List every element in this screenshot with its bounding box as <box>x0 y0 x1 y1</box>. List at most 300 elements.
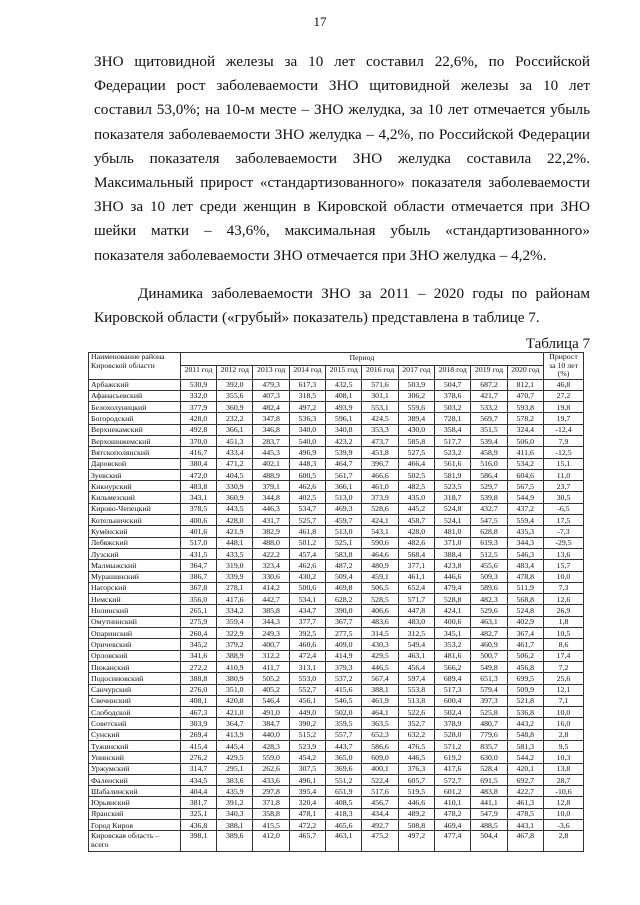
value-cell: 428,0 <box>217 515 253 526</box>
value-cell: 446,6 <box>398 797 434 808</box>
value-cell: 421,9 <box>217 526 253 537</box>
growth-cell: -6,5 <box>543 503 583 514</box>
growth-cell: 28,7 <box>543 774 583 785</box>
value-cell: 351,0 <box>217 684 253 695</box>
district-name-cell: Советский <box>89 718 181 729</box>
district-name-cell: Богородский <box>89 413 181 424</box>
district-name-cell: Слободской <box>89 707 181 718</box>
value-cell: 628,2 <box>326 594 362 605</box>
value-cell: 478,1 <box>289 808 325 819</box>
value-cell: 571,6 <box>362 379 398 390</box>
value-cell: 455,6 <box>471 560 507 571</box>
value-cell: 522,6 <box>398 707 434 718</box>
value-cell: 590,6 <box>362 537 398 548</box>
value-cell: 557,7 <box>326 729 362 740</box>
value-cell: 320,4 <box>289 797 325 808</box>
value-cell: 459,7 <box>326 515 362 526</box>
header-year: 2016 год <box>362 366 398 379</box>
district-name-cell: Верхнекамский <box>89 424 181 435</box>
value-cell: 632,2 <box>398 729 434 740</box>
value-cell: 277,5 <box>326 628 362 639</box>
value-cell: 692,7 <box>507 774 543 785</box>
growth-cell: 1,8 <box>543 616 583 627</box>
value-cell: 483,8 <box>471 786 507 797</box>
value-cell: 630,0 <box>471 752 507 763</box>
value-cell: 465,6 <box>326 820 362 831</box>
value-cell: 283,7 <box>253 435 289 446</box>
district-name-cell: Кировская область – всего <box>89 831 181 852</box>
value-cell: 480,7 <box>471 718 507 729</box>
table-row <box>89 571 584 582</box>
value-cell: 366,1 <box>217 424 253 435</box>
district-name-cell: Малмыжский <box>89 560 181 571</box>
value-cell: 443,2 <box>507 718 543 729</box>
value-cell: 568,4 <box>398 548 434 559</box>
value-cell: 345,2 <box>180 639 216 650</box>
value-cell: 340,0 <box>289 424 325 435</box>
value-cell: 390,0 <box>326 605 362 616</box>
value-cell: 483,0 <box>398 616 434 627</box>
growth-cell: 15,7 <box>543 560 583 571</box>
value-cell: 549,4 <box>398 639 434 650</box>
value-cell: 481,0 <box>435 526 471 537</box>
growth-cell: 25,6 <box>543 673 583 684</box>
value-cell: 479,4 <box>435 582 471 593</box>
value-cell: 487,2 <box>326 560 362 571</box>
value-cell: 497,2 <box>398 831 434 852</box>
value-cell: 508,8 <box>398 820 434 831</box>
value-cell: 512,5 <box>471 548 507 559</box>
value-cell: 434,5 <box>180 774 216 785</box>
value-cell: 543,1 <box>362 526 398 537</box>
value-cell: 596,1 <box>326 413 362 424</box>
table-row <box>89 684 584 695</box>
growth-cell: 7,1 <box>543 695 583 706</box>
value-cell: 586,6 <box>362 741 398 752</box>
value-cell: 405,2 <box>253 684 289 695</box>
district-name-cell: Кикнурский <box>89 481 181 492</box>
value-cell: 544,9 <box>507 492 543 503</box>
header-district: Наименование района Кировской области <box>89 353 181 380</box>
paragraph-text: Динамика заболеваемости ЗНО за 2011 – 2020 годы по районам Кировской области («грубый» показатель) представлена в таблице 7. <box>94 285 590 327</box>
value-cell: 689,4 <box>435 673 471 684</box>
value-cell: 421,0 <box>217 707 253 718</box>
value-cell: 430,3 <box>362 639 398 650</box>
value-cell: 835,7 <box>471 741 507 752</box>
value-cell: 537,2 <box>326 673 362 684</box>
value-cell: 569,7 <box>471 413 507 424</box>
value-cell: 458,7 <box>398 515 434 526</box>
growth-cell: 7,3 <box>543 582 583 593</box>
table-row <box>89 390 584 401</box>
value-cell: 581,3 <box>507 741 543 752</box>
value-cell: 359,4 <box>217 616 253 627</box>
value-cell: 448,3 <box>289 458 325 469</box>
value-cell: 325,1 <box>180 808 216 819</box>
growth-cell: 8,6 <box>543 639 583 650</box>
value-cell: 539,4 <box>471 435 507 446</box>
table-row <box>89 673 584 684</box>
growth-cell: 7,9 <box>543 435 583 446</box>
value-cell: 523,9 <box>289 741 325 752</box>
value-cell: 469,8 <box>326 582 362 593</box>
district-name-cell: Подосиновский <box>89 673 181 684</box>
value-cell: 334,2 <box>217 605 253 616</box>
value-cell: 451,8 <box>362 447 398 458</box>
growth-cell: -12,4 <box>543 424 583 435</box>
value-cell: 492,8 <box>180 424 216 435</box>
value-cell: 534,1 <box>289 594 325 605</box>
value-cell: 272,2 <box>180 661 216 672</box>
value-cell: 489,2 <box>398 808 434 819</box>
district-name-cell: Кирово-Чепецкий <box>89 503 181 514</box>
header-year: 2014 год <box>289 366 325 379</box>
growth-cell: 46,8 <box>543 379 583 390</box>
growth-cell: -29,5 <box>543 537 583 548</box>
paragraph-intro <box>94 50 590 268</box>
district-name-cell: Фаленский <box>89 774 181 785</box>
district-name-cell: Пижанский <box>89 661 181 672</box>
value-cell: 449,0 <box>289 707 325 718</box>
table-row <box>89 695 584 706</box>
value-cell: 561,6 <box>435 458 471 469</box>
value-cell: 496,9 <box>289 447 325 458</box>
table-row <box>89 435 584 446</box>
value-cell: 521,8 <box>507 695 543 706</box>
value-cell: 522,4 <box>362 774 398 785</box>
value-cell: 502,0 <box>326 707 362 718</box>
value-cell: 440,0 <box>253 729 289 740</box>
value-cell: 617,3 <box>289 379 325 390</box>
value-cell: 351,5 <box>471 424 507 435</box>
value-cell: 551,2 <box>326 774 362 785</box>
value-cell: 400,6 <box>180 515 216 526</box>
value-cell: 443,7 <box>326 741 362 752</box>
value-cell: 352,7 <box>398 718 434 729</box>
header-year: 2020 год <box>507 366 543 379</box>
value-cell: 504,7 <box>435 379 471 390</box>
value-cell: 559,6 <box>398 402 434 413</box>
value-cell: 395,4 <box>289 786 325 797</box>
value-cell: 314,5 <box>362 628 398 639</box>
value-cell: 699,5 <box>507 673 543 684</box>
value-cell: 525,1 <box>326 537 362 548</box>
value-cell: 472,0 <box>180 469 216 480</box>
value-cell: 516,0 <box>471 458 507 469</box>
value-cell: 546,3 <box>507 548 543 559</box>
table-row <box>89 741 584 752</box>
value-cell: 779,6 <box>471 729 507 740</box>
value-cell: 410,1 <box>435 797 471 808</box>
value-cell: 482,3 <box>471 594 507 605</box>
growth-cell: 26,9 <box>543 605 583 616</box>
value-cell: 464,7 <box>326 458 362 469</box>
table-row <box>89 481 584 492</box>
value-cell: 340,8 <box>326 424 362 435</box>
value-cell: 513,8 <box>398 695 434 706</box>
value-cell: 463,1 <box>398 650 434 661</box>
value-cell: 408,5 <box>326 797 362 808</box>
district-name-cell: Сунский <box>89 729 181 740</box>
value-cell: 571,2 <box>435 741 471 752</box>
table-row <box>89 831 584 852</box>
value-cell: 249,3 <box>253 628 289 639</box>
header-year: 2015 год <box>326 366 362 379</box>
value-cell: 377,1 <box>398 560 434 571</box>
value-cell: 586,4 <box>471 469 507 480</box>
value-cell: 377,7 <box>289 616 325 627</box>
value-cell: 275,9 <box>180 616 216 627</box>
value-cell: 476,5 <box>398 741 434 752</box>
value-cell: 539,9 <box>326 447 362 458</box>
value-cell: 529,7 <box>471 481 507 492</box>
value-cell: 411,7 <box>253 661 289 672</box>
value-cell: 415,4 <box>180 741 216 752</box>
table-row <box>89 729 584 740</box>
district-name-cell: Унинский <box>89 752 181 763</box>
table-row <box>89 752 584 763</box>
value-cell: 479,3 <box>253 379 289 390</box>
value-cell: 424,1 <box>362 515 398 526</box>
value-cell: 295,1 <box>217 763 253 774</box>
value-cell: 378,5 <box>180 503 216 514</box>
value-cell: 384,7 <box>253 718 289 729</box>
value-cell: 397,3 <box>471 695 507 706</box>
value-cell: 367,7 <box>326 616 362 627</box>
value-cell: 517,7 <box>435 435 471 446</box>
table-row <box>89 718 584 729</box>
value-cell: 265,1 <box>180 605 216 616</box>
table-row <box>89 548 584 559</box>
value-cell: 417,6 <box>217 594 253 605</box>
value-cell: 322,9 <box>217 628 253 639</box>
value-cell: 380,4 <box>180 458 216 469</box>
value-cell: 515,2 <box>289 729 325 740</box>
growth-cell: 13,6 <box>543 548 583 559</box>
value-cell: 408,1 <box>326 390 362 401</box>
value-cell: 506,2 <box>507 650 543 661</box>
value-cell: 278,1 <box>217 582 253 593</box>
value-cell: 276,0 <box>180 684 216 695</box>
value-cell: 345,1 <box>435 628 471 639</box>
district-name-cell: Зуевский <box>89 469 181 480</box>
value-cell: 478,5 <box>507 808 543 819</box>
value-cell: 691,5 <box>471 774 507 785</box>
district-name-cell: Вятскополянский <box>89 447 181 458</box>
district-name-cell: Яранский <box>89 808 181 819</box>
value-cell: 314,7 <box>180 763 216 774</box>
table-row <box>89 808 584 819</box>
value-cell: 431,5 <box>180 548 216 559</box>
value-cell: 388,8 <box>180 673 216 684</box>
value-cell: 381,7 <box>180 797 216 808</box>
table-row <box>89 797 584 808</box>
value-cell: 578,2 <box>507 413 543 424</box>
value-cell: 464,1 <box>362 707 398 718</box>
value-cell: 232,2 <box>217 413 253 424</box>
district-name-cell: Орловский <box>89 650 181 661</box>
value-cell: 482,6 <box>398 537 434 548</box>
growth-cell: 10,0 <box>543 707 583 718</box>
value-cell: 619,2 <box>435 752 471 763</box>
value-cell: 483,4 <box>507 560 543 571</box>
value-cell: 406,6 <box>362 605 398 616</box>
table-row <box>89 492 584 503</box>
value-cell: 367,4 <box>507 628 543 639</box>
value-cell: 441,1 <box>471 797 507 808</box>
value-cell: 301,1 <box>362 390 398 401</box>
value-cell: 376,3 <box>398 763 434 774</box>
growth-cell: 11,0 <box>543 469 583 480</box>
value-cell: 364,7 <box>217 718 253 729</box>
district-name-cell: Город Киров <box>89 820 181 831</box>
value-cell: 467,3 <box>180 707 216 718</box>
header-year: 2019 год <box>471 366 507 379</box>
value-cell: 371,0 <box>435 537 471 548</box>
value-cell: 383,6 <box>217 774 253 785</box>
value-cell: 434,7 <box>289 605 325 616</box>
value-cell: 652,4 <box>398 582 434 593</box>
value-cell: 471,2 <box>217 458 253 469</box>
value-cell: 461,9 <box>362 695 398 706</box>
growth-cell: -3,6 <box>543 820 583 831</box>
value-cell: 446,6 <box>435 571 471 582</box>
value-cell: 447,8 <box>398 605 434 616</box>
value-cell: 424,5 <box>362 413 398 424</box>
value-cell: 432,5 <box>326 379 362 390</box>
value-cell: 496,1 <box>289 774 325 785</box>
table-row <box>89 650 584 661</box>
paragraph-table-intro <box>94 282 590 330</box>
value-cell: 402,5 <box>289 492 325 503</box>
value-cell: 414,2 <box>253 582 289 593</box>
value-cell: 585,8 <box>398 435 434 446</box>
header-year: 2018 год <box>435 366 471 379</box>
value-cell: 505,2 <box>253 673 289 684</box>
value-cell: 509,4 <box>326 571 362 582</box>
value-cell: 418,3 <box>326 808 362 819</box>
table-row <box>89 402 584 413</box>
value-cell: 446,5 <box>398 752 434 763</box>
growth-cell: 10,3 <box>543 752 583 763</box>
district-name-cell: Мурашинский <box>89 571 181 582</box>
growth-cell: 13,8 <box>543 763 583 774</box>
header-year: 2017 год <box>398 366 434 379</box>
value-cell: 463,1 <box>326 831 362 852</box>
table-row <box>89 582 584 593</box>
value-cell: 442,7 <box>253 594 289 605</box>
value-cell: 446,5 <box>362 661 398 672</box>
incidence-table <box>88 352 584 852</box>
table-body <box>89 379 584 852</box>
growth-cell: 10,0 <box>543 571 583 582</box>
value-cell: 433,4 <box>217 447 253 458</box>
value-cell: 436,8 <box>180 820 216 831</box>
value-cell: 548,8 <box>507 729 543 740</box>
value-cell: 430,2 <box>289 571 325 582</box>
value-cell: 433,5 <box>217 548 253 559</box>
value-cell: 451,3 <box>217 435 253 446</box>
value-cell: 412,0 <box>253 831 289 852</box>
value-cell: 462,6 <box>289 560 325 571</box>
value-cell: 567,5 <box>507 481 543 492</box>
value-cell: 523,5 <box>435 481 471 492</box>
value-cell: 318,5 <box>289 390 325 401</box>
value-cell: 572,7 <box>435 774 471 785</box>
value-cell: 448,1 <box>217 537 253 548</box>
value-cell: 461,7 <box>507 639 543 650</box>
district-name-cell: Кумёнский <box>89 526 181 537</box>
value-cell: 339,9 <box>217 571 253 582</box>
value-cell: 347,8 <box>253 413 289 424</box>
value-cell: 402,9 <box>507 616 543 627</box>
value-cell: 593,8 <box>507 402 543 413</box>
value-cell: 609,0 <box>362 752 398 763</box>
value-cell: 435,3 <box>507 526 543 537</box>
value-cell: 367,8 <box>180 582 216 593</box>
table-row <box>89 458 584 469</box>
value-cell: 530,9 <box>180 379 216 390</box>
value-cell: 430,0 <box>398 424 434 435</box>
table-row <box>89 786 584 797</box>
value-cell: 517,3 <box>435 684 471 695</box>
district-name-cell: Юрьянский <box>89 797 181 808</box>
growth-cell: -12,5 <box>543 447 583 458</box>
growth-cell: 27,2 <box>543 390 583 401</box>
value-cell: 461,3 <box>507 797 543 808</box>
value-cell: 536,3 <box>289 413 325 424</box>
value-cell: 504,4 <box>471 831 507 852</box>
district-name-cell: Афанасьевский <box>89 390 181 401</box>
paragraph-text: ЗНО щитовидной железы за 10 лет составил 22,6%, по Российской Федерации рост заболеваемости ЗНО щитовидной железы за 10 лет составил 53,0%; на 10-м месте – ЗНО желудка, за 10 лет отмечается убыль показателя заболеваемости ЗНО желудка – 4,2%, по Российской Федерации убыль показателя заболеваемости ЗНО желудка составила 22,2%. Максимальный прирост «стандартизованного» показателя заболеваемости ЗНО за 10 лет среди женщин в Кировской области отмечается при ЗНО шейки матки – 43,6%, максимальная убыль «стандартизованного» показателя заболеваемости ЗНО отмечается при ЗНО желудка – 4,2%. <box>94 53 590 264</box>
value-cell: 651,3 <box>471 673 507 684</box>
value-cell: 464,6 <box>362 548 398 559</box>
district-name-cell: Верхошижемский <box>89 435 181 446</box>
district-name-cell: Даровской <box>89 458 181 469</box>
value-cell: 378,6 <box>435 390 471 401</box>
value-cell: 546,4 <box>253 695 289 706</box>
value-cell: 385,8 <box>253 605 289 616</box>
value-cell: 353,3 <box>362 424 398 435</box>
value-cell: 460,9 <box>471 639 507 650</box>
value-cell: 363,5 <box>362 718 398 729</box>
value-cell: 411,6 <box>507 447 543 458</box>
value-cell: 330,6 <box>253 571 289 582</box>
value-cell: 319,0 <box>217 560 253 571</box>
value-cell: 435,0 <box>398 492 434 503</box>
value-cell: 812,1 <box>507 379 543 390</box>
value-cell: 366,1 <box>326 481 362 492</box>
value-cell: 382,9 <box>253 526 289 537</box>
value-cell: 466,4 <box>398 458 434 469</box>
value-cell: 407,3 <box>253 390 289 401</box>
value-cell: 470,7 <box>507 390 543 401</box>
value-cell: 488,5 <box>471 820 507 831</box>
growth-cell: -7,3 <box>543 526 583 537</box>
value-cell: 433,6 <box>253 774 289 785</box>
value-cell: 456,4 <box>398 661 434 672</box>
value-cell: 445,4 <box>217 741 253 752</box>
value-cell: 359,5 <box>326 718 362 729</box>
value-cell: 528,4 <box>471 763 507 774</box>
value-cell: 524,8 <box>435 503 471 514</box>
value-cell: 536,8 <box>507 707 543 718</box>
value-cell: 332,0 <box>180 390 216 401</box>
table-row <box>89 661 584 672</box>
value-cell: 533,2 <box>471 402 507 413</box>
value-cell: 312,2 <box>253 650 289 661</box>
value-cell: 601,2 <box>435 786 471 797</box>
